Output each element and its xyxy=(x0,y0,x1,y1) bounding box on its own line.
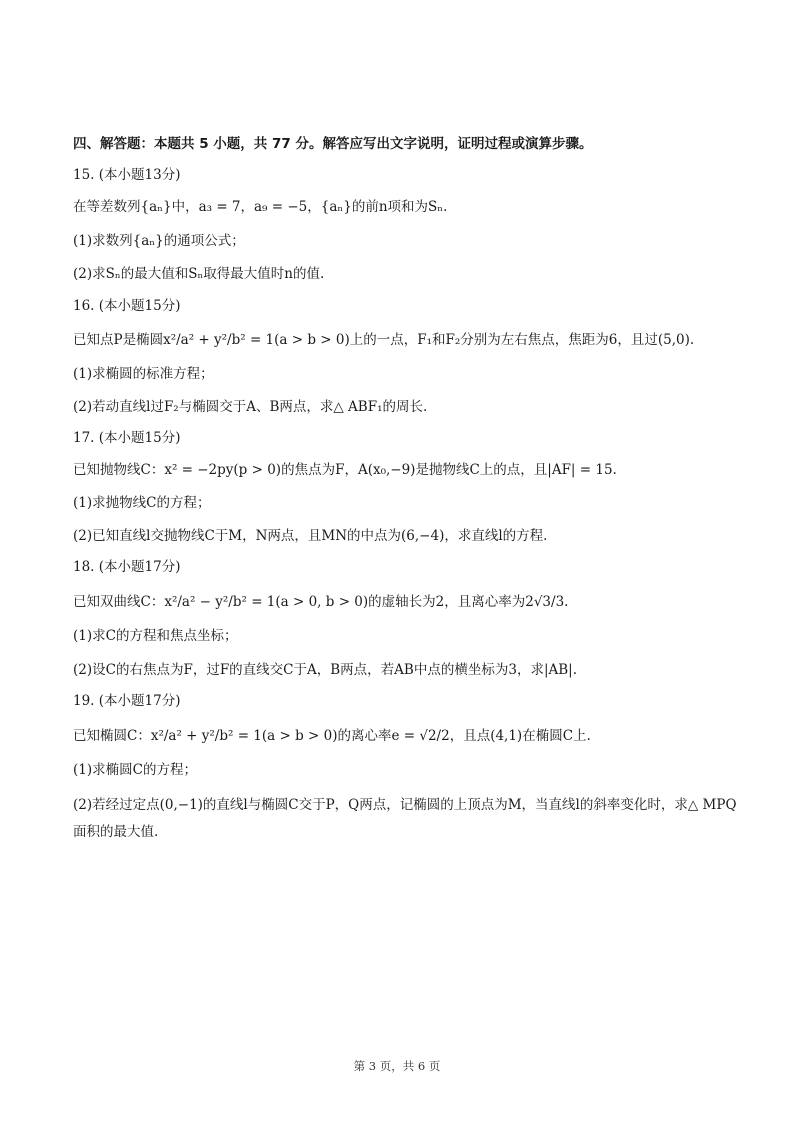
problem-19-part-2: (2)若经过定点(0,−1)的直线l与椭圆C交于P，Q两点，记椭圆的上顶点为M，当直线l的斜率变化时，求△ MPQ xyxy=(73,797,737,813)
problem-16-header: 16. (本小题15分) xyxy=(73,298,181,314)
problem-18-text: 已知双曲线C：x²/a² − y²/b² = 1(a > 0, b > 0)的虚轴长为2，且离心率为2√3/3. xyxy=(73,594,569,610)
page-footer: 第 3 页，共 6 页 xyxy=(353,1059,441,1073)
problem-19-text: 已知椭圆C：x²/a² + y²/b² = 1(a > b > 0)的离心率e = √2/2，且点(4,1)在椭圆C上. xyxy=(73,728,591,744)
problem-16-part-2: (2)若动直线l过F₂与椭圆交于A、B两点，求△ ABF₁的周长. xyxy=(73,399,428,415)
problem-15-text: 在等差数列{aₙ}中，a₃ = 7，a₉ = −5，{aₙ}的前n项和为Sₙ. xyxy=(73,199,448,215)
problem-19-part-2-continued: 面积的最大值. xyxy=(73,824,159,840)
section-title: 四、解答题：本题共 5 小题，共 77 分。解答应写出文字说明，证明过程或演算步骤。 xyxy=(73,136,593,152)
problem-17-part-2: (2)已知直线l交抛物线C于M，N两点，且MN的中点为(6,−4)，求直线l的方程. xyxy=(73,528,548,544)
problem-17-text: 已知抛物线C：x² = −2py(p > 0)的焦点为F，A(x₀,−9)是抛物线C上的点，且|AF| = 15. xyxy=(73,462,617,478)
problem-18-part-2: (2)设C的右焦点为F，过F的直线交C于A，B两点，若AB中点的横坐标为3，求|AB|. xyxy=(73,662,578,678)
problem-15-part-1: (1)求数列{aₙ}的通项公式； xyxy=(73,233,245,249)
problem-15-header: 15. (本小题13分) xyxy=(73,167,181,183)
problem-17-header: 17. (本小题15分) xyxy=(73,430,181,446)
problem-18-header: 18. (本小题17分) xyxy=(73,559,181,575)
problem-16-part-1: (1)求椭圆的标准方程； xyxy=(73,366,214,382)
problem-19-header: 19. (本小题17分) xyxy=(73,693,181,709)
problem-17-part-1: (1)求抛物线C的方程； xyxy=(73,495,211,511)
problem-16-text: 已知点P是椭圆x²/a² + y²/b² = 1(a > b > 0)上的一点，F₁和F₂分别为左右焦点，焦距为6，且过(5,0). xyxy=(73,332,695,348)
problem-18-part-1: (1)求C的方程和焦点坐标； xyxy=(73,628,238,644)
problem-19-part-1: (1)求椭圆C的方程； xyxy=(73,762,197,778)
problem-15-part-2: (2)求Sₙ的最大值和Sₙ取得最大值时n的值. xyxy=(73,266,325,282)
